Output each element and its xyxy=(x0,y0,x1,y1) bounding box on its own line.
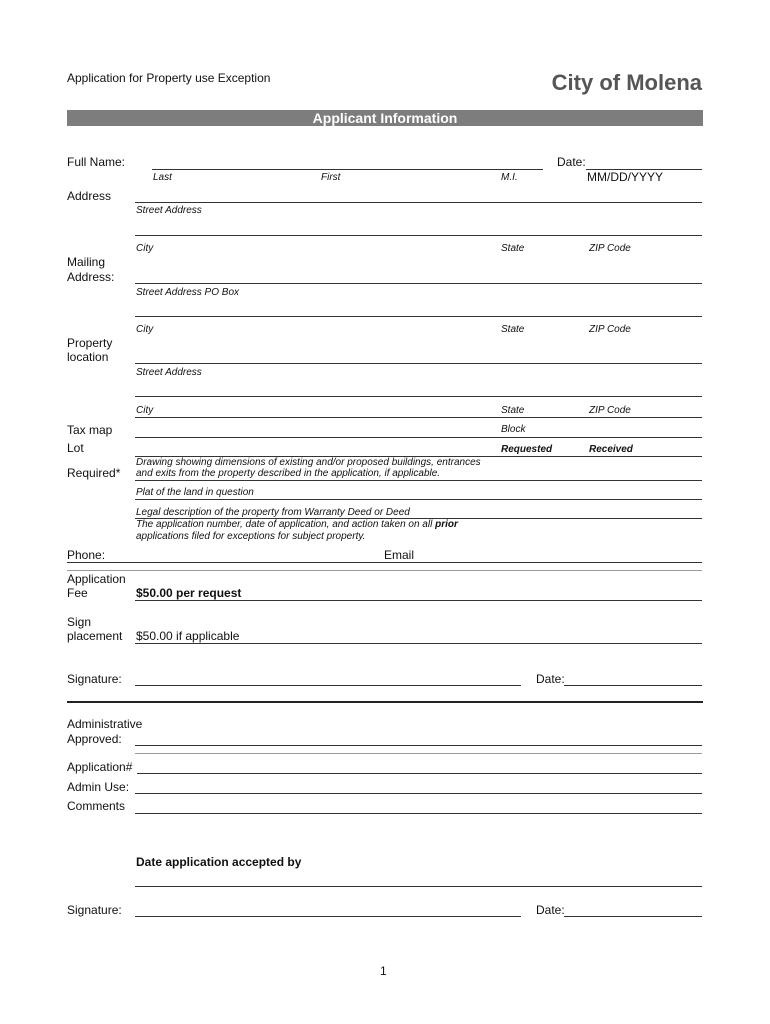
property-street-field[interactable] xyxy=(135,363,702,364)
admin-signature-label: Signature: xyxy=(67,903,122,917)
address-street-field[interactable] xyxy=(135,202,702,203)
required-label: Required* xyxy=(67,466,121,480)
requested-header: Requested xyxy=(501,444,553,455)
section-title: Applicant Information xyxy=(312,110,458,126)
admin-signature-date-label: Date: xyxy=(536,903,565,917)
fee-label-1: Application xyxy=(67,572,126,586)
sign-placement-line xyxy=(135,643,702,644)
signature-date-field[interactable] xyxy=(564,685,702,686)
mailing-zip-caption: ZIP Code xyxy=(589,324,631,335)
mailing-state-caption: State xyxy=(501,324,525,335)
mailing-label-1: Mailing xyxy=(67,255,106,269)
mi-caption: M.I. xyxy=(501,172,518,183)
separator-2 xyxy=(135,753,702,754)
address-city-caption: City xyxy=(136,243,154,254)
property-zip-caption: ZIP Code xyxy=(589,405,631,416)
address-zip-caption: ZIP Code xyxy=(589,243,631,254)
mailing-street-field[interactable] xyxy=(135,283,702,284)
page-number: 1 xyxy=(380,964,387,978)
received-header: Received xyxy=(589,444,633,455)
property-city-underline xyxy=(135,417,702,418)
comments-label: Comments xyxy=(67,799,126,813)
admin-signature-field[interactable] xyxy=(135,916,521,917)
drawing-requirement-2: and exits from the property described in the application, if applicable. xyxy=(136,468,441,479)
admin-label-2: Approved: xyxy=(67,732,122,746)
admin-signature-date-field[interactable] xyxy=(564,916,702,917)
address-state-caption: State xyxy=(501,243,525,254)
accepted-by-field[interactable] xyxy=(135,886,702,887)
fee-value: $50.00 per request xyxy=(136,586,242,600)
sign-placement-value: $50.00 if applicable xyxy=(136,629,240,643)
full-name-label: Full Name: xyxy=(67,155,126,169)
form-title: Application for Property use Exception xyxy=(67,71,271,85)
section-banner xyxy=(67,110,703,126)
address-street-caption: Street Address xyxy=(136,205,202,216)
address-label: Address xyxy=(67,189,112,203)
mailing-label-2: Address: xyxy=(67,270,115,284)
plat-requirement-line xyxy=(135,499,702,500)
date-label: Date: xyxy=(557,155,586,169)
fee-label-2: Fee xyxy=(67,586,88,600)
signature-field[interactable] xyxy=(135,685,521,686)
sign-placement-label-2: placement xyxy=(67,629,123,643)
property-street-caption: Street Address xyxy=(136,367,202,378)
phone-label: Phone: xyxy=(67,548,106,562)
fee-line xyxy=(135,600,702,601)
separator-1 xyxy=(67,570,702,571)
property-city-field[interactable] xyxy=(135,396,702,397)
signature-date-label: Date: xyxy=(536,672,565,686)
property-label-1: Property xyxy=(67,336,113,350)
address-city-field[interactable] xyxy=(135,235,702,236)
email-label: Email xyxy=(384,548,415,562)
sign-placement-label-1: Sign xyxy=(67,615,92,629)
property-label-2: location xyxy=(67,350,109,364)
prior-requirement-1 xyxy=(136,519,458,531)
first-name-caption: First xyxy=(321,172,341,183)
application-number-field[interactable] xyxy=(137,773,702,774)
application-number-label: Application# xyxy=(67,760,133,774)
lot-label: Lot xyxy=(67,441,84,455)
legal-requirement: Legal description of the property from Warranty Deed or Deed xyxy=(136,507,410,518)
full-name-field[interactable] xyxy=(152,169,543,170)
admin-label-1: Administrative xyxy=(67,717,143,731)
admin-use-field[interactable] xyxy=(135,793,702,794)
prior-requirement-2: applications filed for exceptions for subject property. xyxy=(136,531,366,542)
admin-approved-field[interactable] xyxy=(135,745,702,746)
prior-requirement-text: The application number, date of application, and action taken on all xyxy=(136,519,436,530)
city-name: City of Molena xyxy=(551,70,702,95)
tax-map-field[interactable] xyxy=(135,437,702,438)
mailing-city-caption: City xyxy=(136,324,154,335)
tax-map-label: Tax map xyxy=(67,423,113,437)
mailing-street-caption: Street Address PO Box xyxy=(136,287,240,298)
phone-email-field[interactable] xyxy=(67,562,702,563)
mailing-city-field[interactable] xyxy=(135,316,702,317)
admin-divider xyxy=(67,701,703,703)
prior-emphasis: prior xyxy=(435,519,458,530)
accepted-by-label: Date application accepted by xyxy=(136,855,302,869)
drawing-requirement-line xyxy=(135,480,702,481)
plat-requirement: Plat of the land in question xyxy=(136,487,254,498)
signature-label: Signature: xyxy=(67,672,122,686)
drawing-requirement-1: Drawing showing dimensions of existing and/or proposed buildings, entrances xyxy=(136,457,481,468)
comments-field[interactable] xyxy=(135,813,702,814)
property-state-caption: State xyxy=(501,405,525,416)
last-name-caption: Last xyxy=(153,172,172,183)
date-placeholder: MM/DD/YYYY xyxy=(587,170,664,184)
property-city-caption: City xyxy=(136,405,154,416)
admin-use-label: Admin Use: xyxy=(67,780,130,794)
block-caption: Block xyxy=(501,424,526,435)
